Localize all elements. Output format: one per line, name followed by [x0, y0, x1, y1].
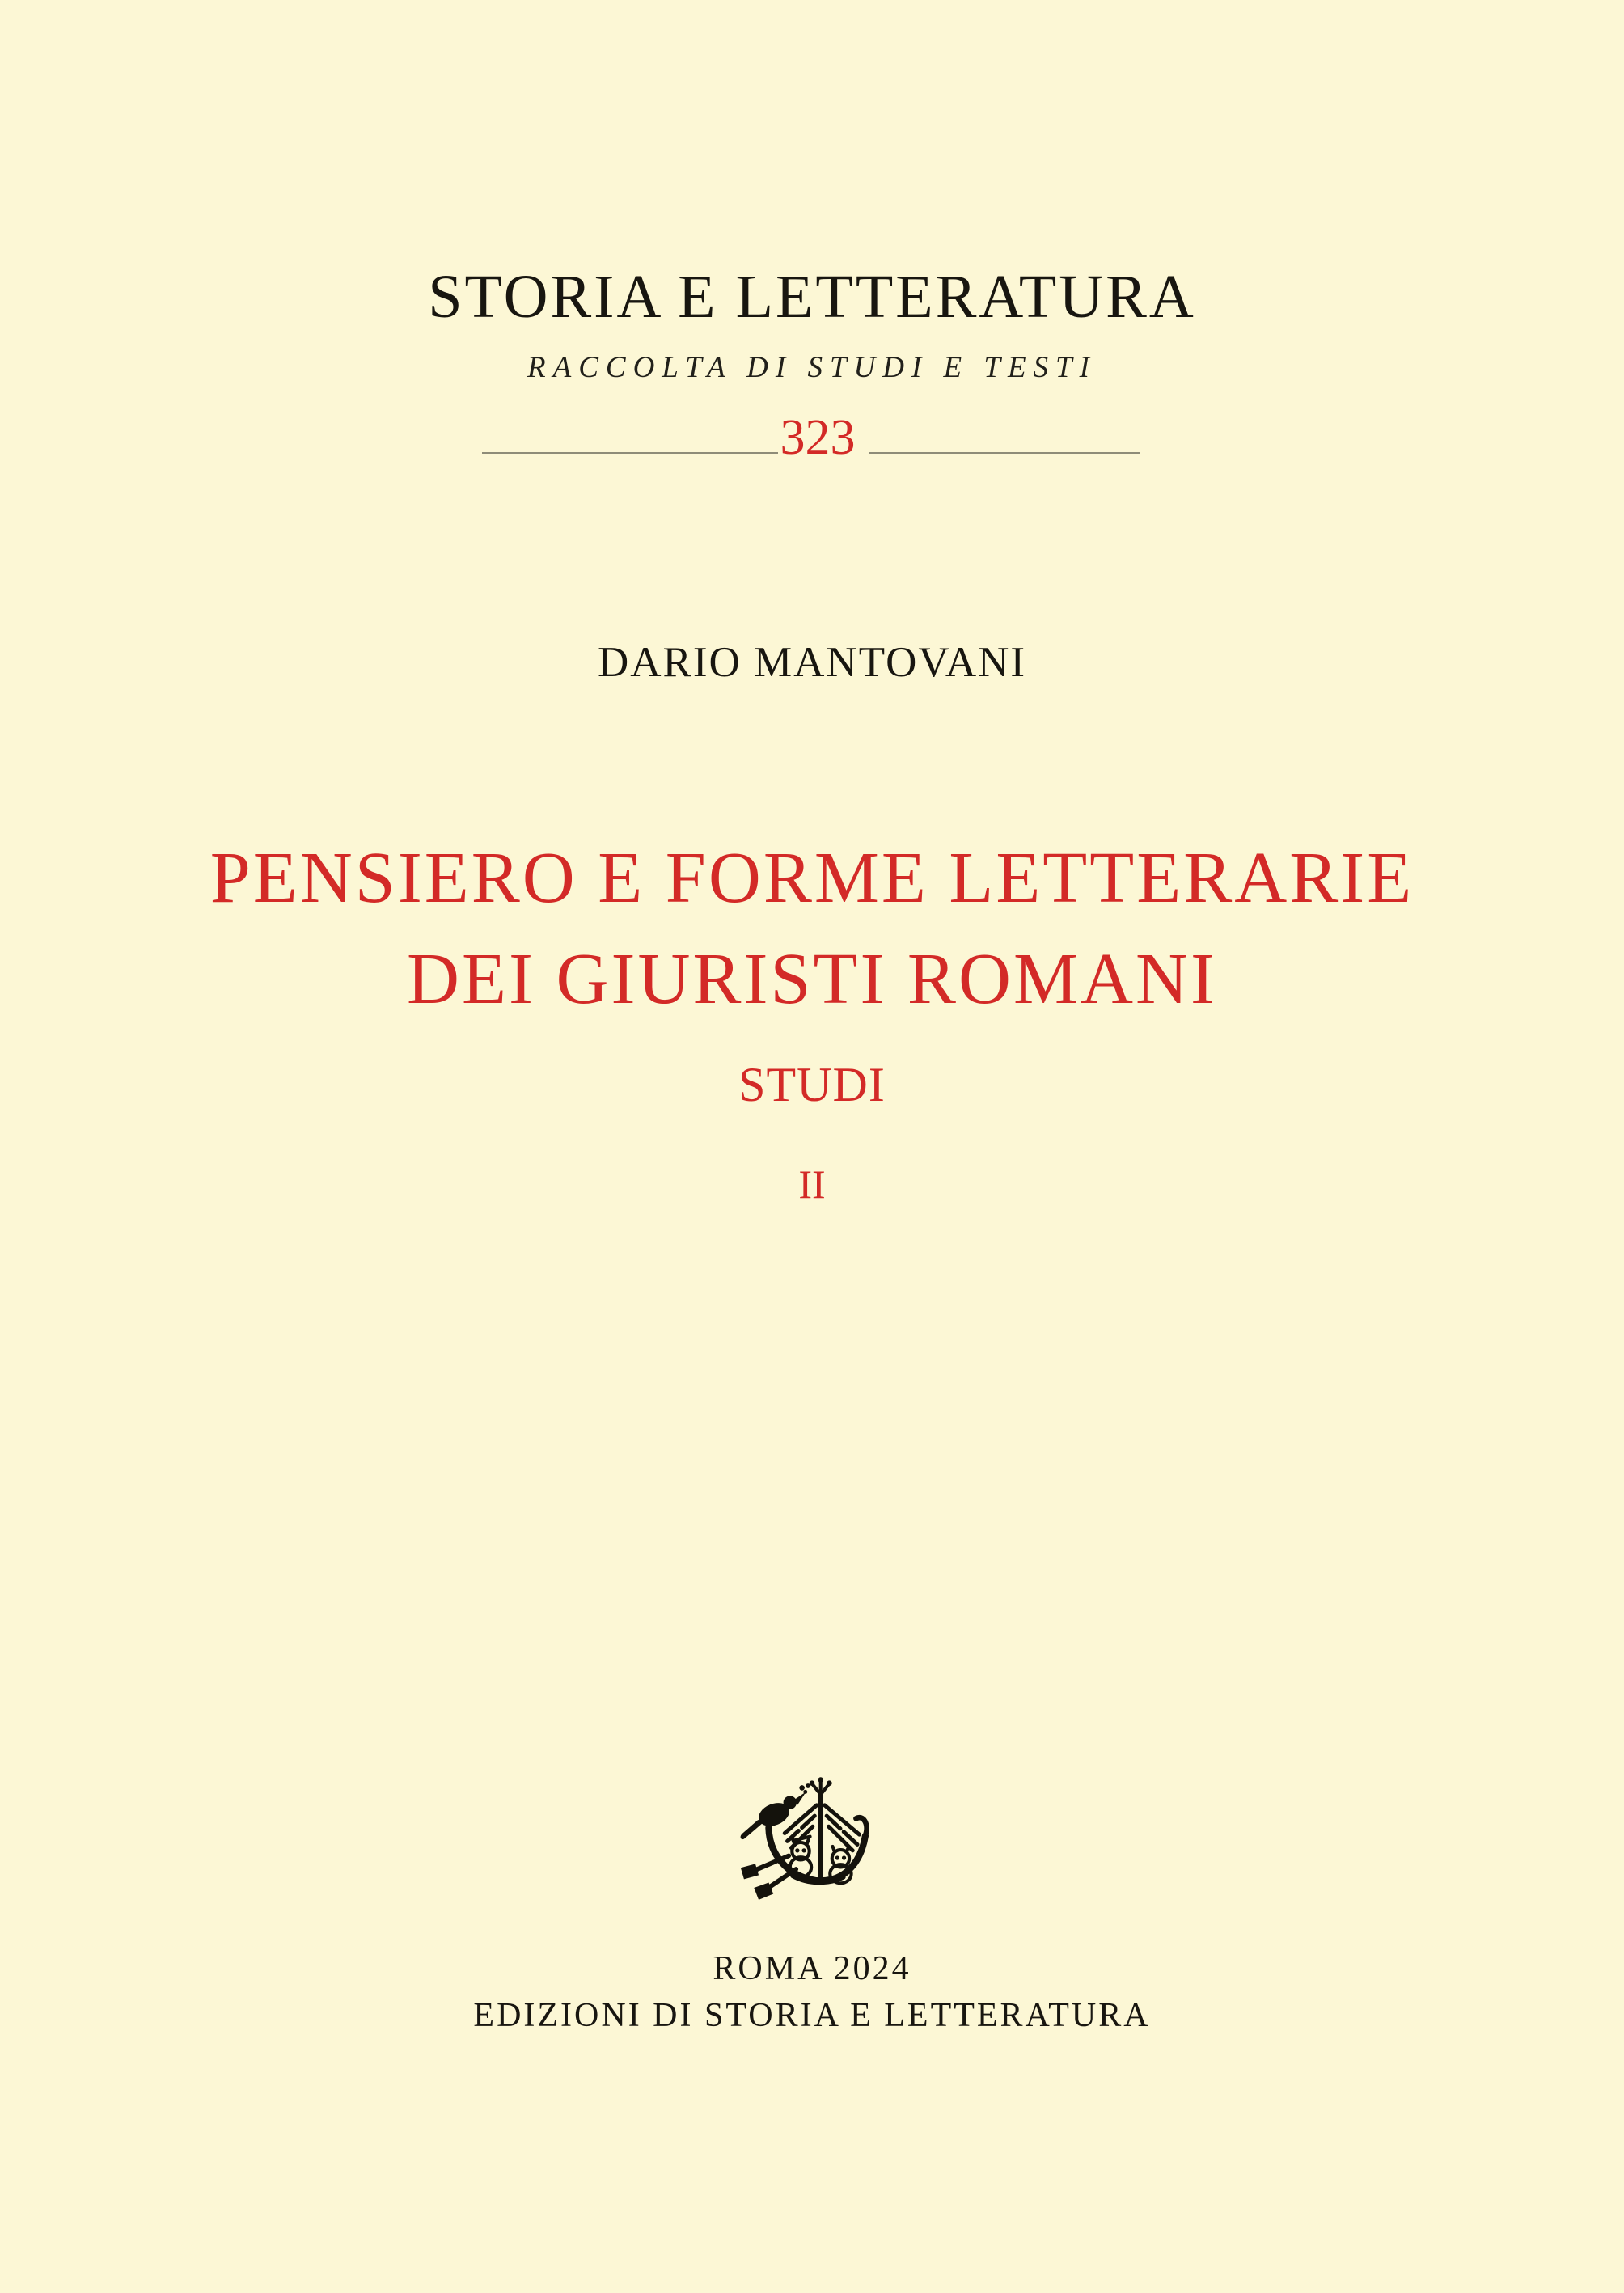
series-title: STORIA E LETTERATURA — [428, 263, 1196, 331]
author-name: DARIO MANTOVANI — [597, 639, 1027, 686]
imprint-publisher-name: EDIZIONI DI STORIA E LETTERATURA — [473, 1997, 1151, 2034]
book-title — [0, 827, 1624, 1030]
book-title-line-1: PENSIERO E FORME LETTERARIE — [209, 838, 1415, 918]
book-title-line-2: DEI GIURISTI ROMANI — [407, 939, 1217, 1019]
book-subtitle: STUDI — [738, 1058, 886, 1111]
series-subtitle: RACCOLTA DI STUDI E TESTI — [527, 351, 1097, 384]
series-volume-number: 323 — [780, 410, 856, 465]
publisher-ship-logo-icon — [729, 1770, 895, 1915]
series-number-rule-right — [869, 452, 1140, 454]
imprint-place-year: ROMA 2024 — [713, 1950, 911, 1987]
book-volume-number: II — [798, 1161, 826, 1207]
publisher-logo — [729, 1770, 895, 1915]
